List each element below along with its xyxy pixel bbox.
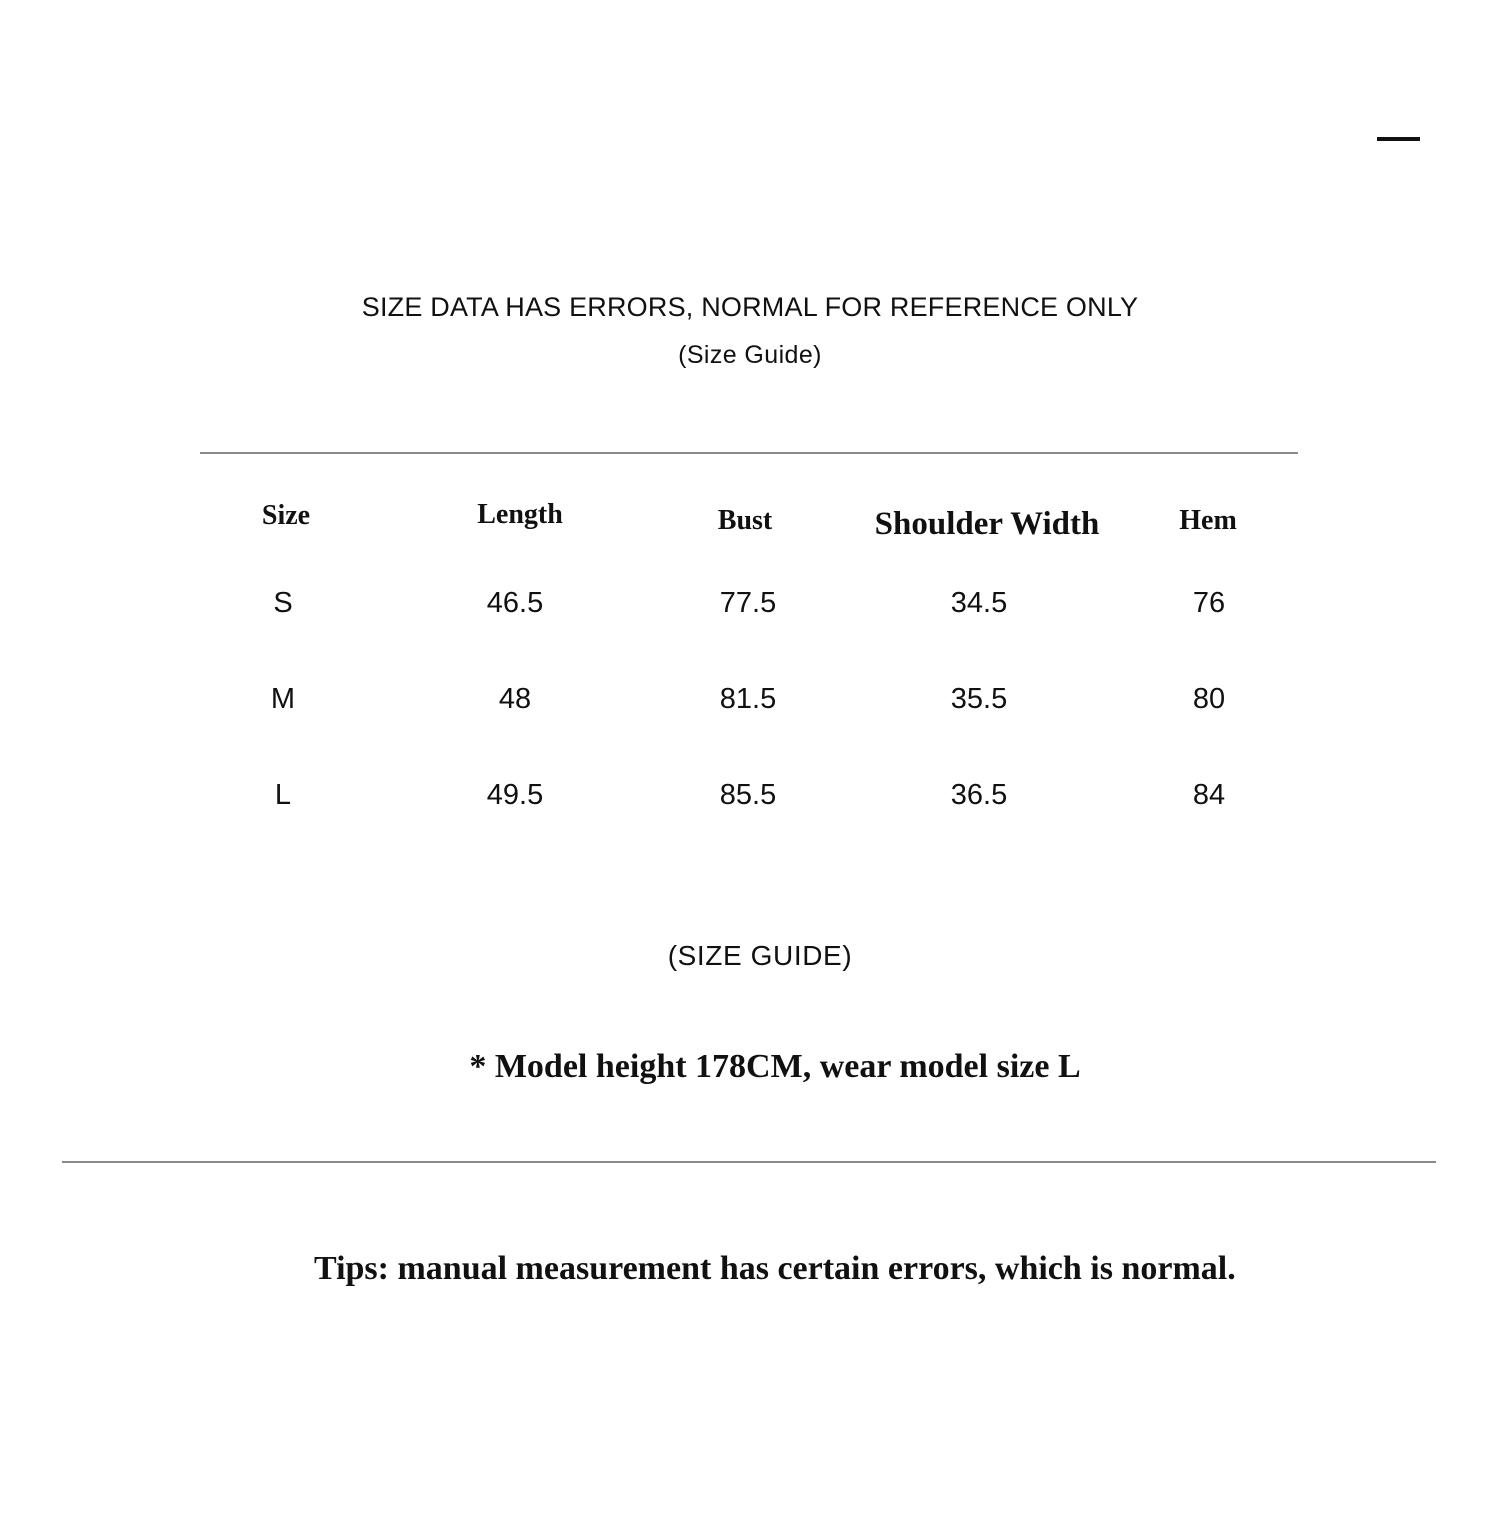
table-cell: 81.5 <box>719 683 777 715</box>
table-cell: 80 <box>1192 683 1226 715</box>
divider-top <box>200 452 1298 454</box>
table-cell: L <box>274 779 292 811</box>
minus-icon <box>1377 137 1420 141</box>
column-header-size: Size <box>261 500 311 531</box>
table-cell: 36.5 <box>950 779 1008 811</box>
column-header-hem: Hem <box>1179 505 1237 536</box>
table-cell: 49.5 <box>486 779 544 811</box>
column-header-shoulder-width: Shoulder Width <box>874 506 1100 542</box>
column-header-bust: Bust <box>717 505 773 536</box>
column-header-length: Length <box>477 499 563 530</box>
model-height-note: * Model height 178CM, wear model size L <box>469 1048 1081 1085</box>
table-cell: 85.5 <box>719 779 777 811</box>
table-cell: S <box>273 587 293 619</box>
table-cell: 76 <box>1192 587 1226 619</box>
divider-bottom <box>62 1161 1436 1163</box>
size-data-notice: SIZE DATA HAS ERRORS, NORMAL FOR REFERENCE ONLY <box>361 292 1139 322</box>
table-cell: 46.5 <box>486 587 544 619</box>
table-cell: 35.5 <box>950 683 1008 715</box>
table-cell: 48 <box>498 683 532 715</box>
table-cell: 34.5 <box>950 587 1008 619</box>
table-cell: 84 <box>1192 779 1226 811</box>
measurement-tips: Tips: manual measurement has certain errors, which is normal. <box>314 1250 1236 1287</box>
size-guide-subtitle: (Size Guide) <box>678 341 822 369</box>
table-cell: M <box>270 683 296 715</box>
size-guide-label: (SIZE GUIDE) <box>667 940 853 971</box>
table-cell: 77.5 <box>719 587 777 619</box>
